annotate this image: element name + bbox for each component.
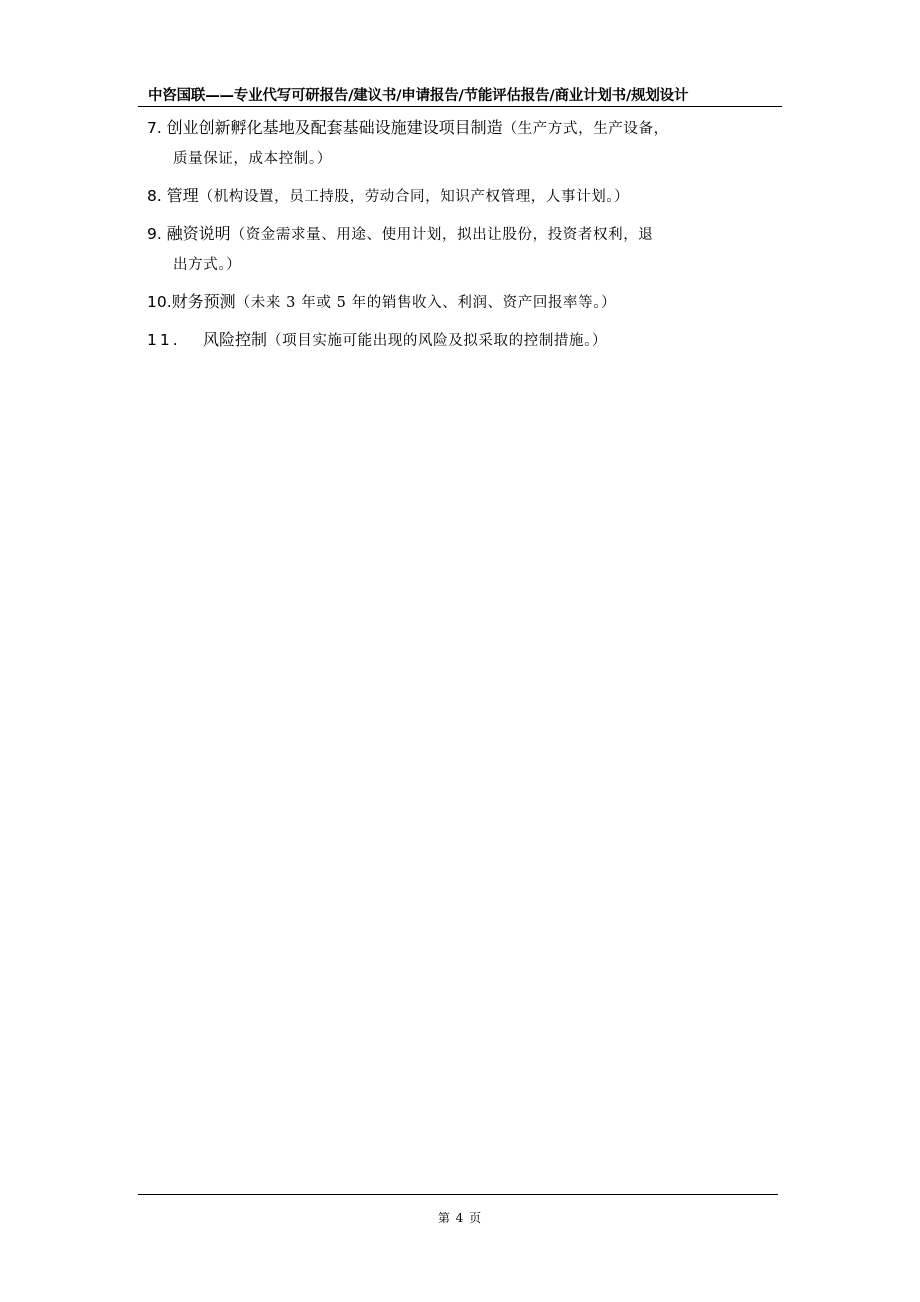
header-text: 中咨国联——专业代写可研报告/建议书/申请报告/节能评估报告/商业计划书/规划设计 bbox=[148, 88, 689, 104]
list-item-8 bbox=[147, 181, 777, 212]
item-number: 8. bbox=[147, 187, 162, 205]
item-description: （资金需求量、用途、使用计划，拟出让股份，投资者权利，退 bbox=[230, 227, 654, 243]
item-description: （机构设置，员工持股，劳动合同，知识产权管理，人事计划。） bbox=[198, 189, 630, 205]
list-item-7 bbox=[147, 113, 777, 174]
item-number: 10. bbox=[147, 293, 172, 311]
item-description: （生产方式，生产设备， bbox=[502, 121, 669, 137]
item-heading: 融资说明 bbox=[166, 224, 231, 243]
item-heading: 风险控制 bbox=[203, 330, 268, 349]
item-heading: 管理 bbox=[166, 186, 199, 205]
list-item-10 bbox=[147, 287, 777, 318]
item-description: （未来 3 年或 5 年的销售收入、利润、资产回报率等。） bbox=[235, 295, 617, 311]
footer-rule bbox=[138, 1194, 778, 1195]
item-number: 9. bbox=[147, 225, 162, 243]
item-heading: 创业创新孵化基地及配套基础设施建设项目制造 bbox=[166, 118, 503, 137]
item-number: 7. bbox=[147, 119, 162, 137]
item-heading: 财务预测 bbox=[171, 292, 236, 311]
item-description: （项目实施可能出现的风险及拟采取的控制措施。） bbox=[267, 333, 608, 349]
item-number: 11. bbox=[147, 331, 181, 349]
list-item-11 bbox=[147, 325, 777, 356]
document-body bbox=[147, 113, 777, 363]
page-number: 第 4 页 bbox=[437, 1211, 483, 1225]
item-description-continued: 出方式。） bbox=[173, 257, 242, 273]
page-header bbox=[138, 82, 782, 107]
item-description-continued: 质量保证，成本控制。） bbox=[173, 151, 332, 167]
list-item-9 bbox=[147, 219, 777, 280]
